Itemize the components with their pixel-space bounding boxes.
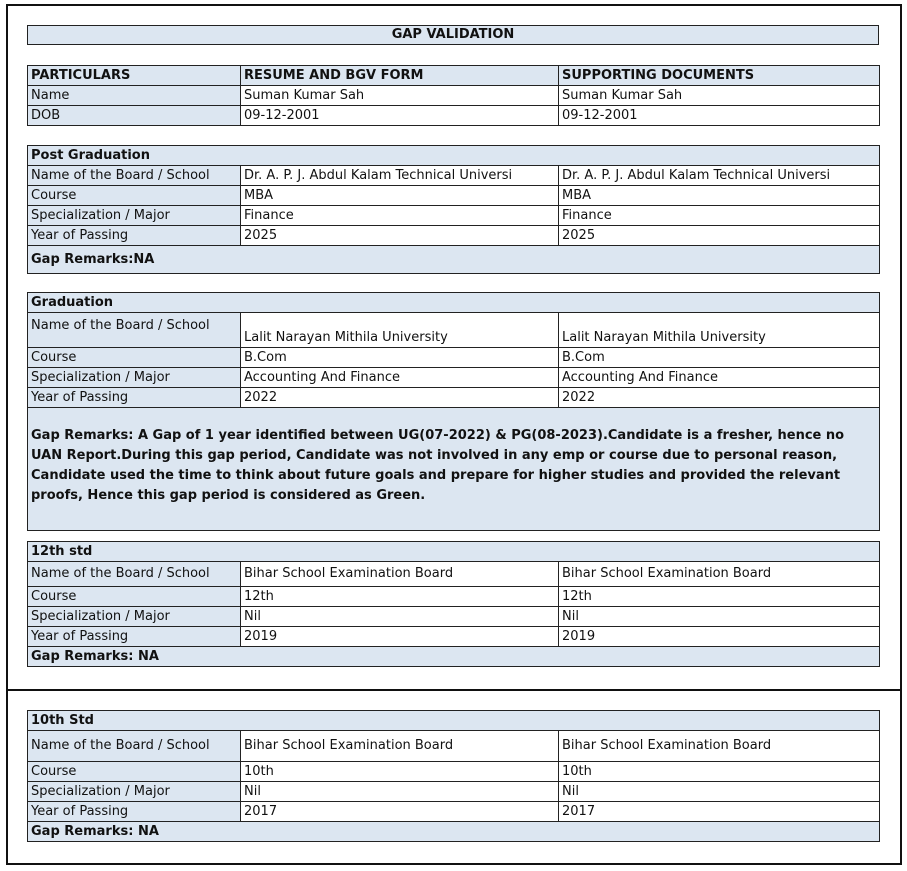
table-row bbox=[28, 762, 880, 782]
section-10th-std bbox=[27, 710, 880, 842]
table-row bbox=[28, 388, 880, 408]
table-row bbox=[28, 731, 880, 762]
table-row bbox=[28, 313, 880, 348]
section-heading: Post Graduation bbox=[28, 146, 880, 166]
table-row bbox=[28, 166, 880, 186]
row-label: Name of the Board / School bbox=[28, 166, 241, 186]
section-post-graduation bbox=[27, 145, 880, 274]
table-row bbox=[28, 627, 880, 647]
title-table bbox=[27, 25, 879, 45]
table-row bbox=[28, 86, 880, 106]
row-label: Specialization / Major bbox=[28, 607, 241, 627]
supporting-value: 2022 bbox=[559, 388, 880, 408]
supporting-value: Bihar School Examination Board bbox=[559, 731, 880, 762]
row-label: Course bbox=[28, 762, 241, 782]
row-label: Course bbox=[28, 587, 241, 607]
resume-value: Suman Kumar Sah bbox=[241, 86, 559, 106]
table-row bbox=[28, 368, 880, 388]
row-label: Year of Passing bbox=[28, 627, 241, 647]
table-row bbox=[28, 226, 880, 246]
supporting-value: MBA bbox=[559, 186, 880, 206]
header-resume: RESUME AND BGV FORM bbox=[241, 66, 559, 86]
resume-value: Finance bbox=[241, 206, 559, 226]
table-row bbox=[28, 607, 880, 627]
section-graduation bbox=[27, 292, 880, 531]
resume-value: 2019 bbox=[241, 627, 559, 647]
row-label: Year of Passing bbox=[28, 226, 241, 246]
supporting-value: Suman Kumar Sah bbox=[559, 86, 880, 106]
header-row bbox=[28, 66, 880, 86]
section-heading: 12th std bbox=[28, 542, 880, 562]
resume-value: 2025 bbox=[241, 226, 559, 246]
row-label: DOB bbox=[28, 106, 241, 126]
table-row bbox=[28, 562, 880, 587]
header-supporting: SUPPORTING DOCUMENTS bbox=[559, 66, 880, 86]
supporting-value: 2025 bbox=[559, 226, 880, 246]
resume-value: 2017 bbox=[241, 802, 559, 822]
row-label: Name bbox=[28, 86, 241, 106]
supporting-value: 2017 bbox=[559, 802, 880, 822]
resume-value: B.Com bbox=[241, 348, 559, 368]
row-label: Year of Passing bbox=[28, 802, 241, 822]
resume-value: Bihar School Examination Board bbox=[241, 562, 559, 587]
personal-table bbox=[27, 65, 880, 126]
supporting-value: 2019 bbox=[559, 627, 880, 647]
supporting-value: Nil bbox=[559, 607, 880, 627]
supporting-value: B.Com bbox=[559, 348, 880, 368]
table-row bbox=[28, 106, 880, 126]
gap-remarks: Gap Remarks: A Gap of 1 year identified between UG(07-2022) & PG(08-2023).Candidate is a fresher, hence no UAN Report.During this gap period, Candidate was not involved in any emp or course due to personal reason, Candidate used the time to think about future goals and prepare for higher studies and provided the relevant proofs, Hence this gap period is considered as Green. bbox=[28, 408, 880, 531]
table-row bbox=[28, 782, 880, 802]
row-label: Year of Passing bbox=[28, 388, 241, 408]
row-label: Name of the Board / School bbox=[28, 731, 241, 762]
row-label: Course bbox=[28, 186, 241, 206]
resume-value: Nil bbox=[241, 607, 559, 627]
row-label: Specialization / Major bbox=[28, 206, 241, 226]
resume-value: Nil bbox=[241, 782, 559, 802]
supporting-value: 10th bbox=[559, 762, 880, 782]
page-title: GAP VALIDATION bbox=[28, 26, 879, 45]
resume-value: Accounting And Finance bbox=[241, 368, 559, 388]
row-label: Course bbox=[28, 348, 241, 368]
resume-value: 10th bbox=[241, 762, 559, 782]
row-label: Specialization / Major bbox=[28, 782, 241, 802]
gap-remarks: Gap Remarks:NA bbox=[28, 246, 880, 274]
resume-value: 09-12-2001 bbox=[241, 106, 559, 126]
resume-value: Dr. A. P. J. Abdul Kalam Technical Universi bbox=[241, 166, 559, 186]
row-label: Name of the Board / School bbox=[28, 313, 241, 348]
row-label: Specialization / Major bbox=[28, 368, 241, 388]
section-heading: Graduation bbox=[28, 293, 880, 313]
table-row bbox=[28, 802, 880, 822]
supporting-value: Bihar School Examination Board bbox=[559, 562, 880, 587]
table-row bbox=[28, 348, 880, 368]
supporting-value: Accounting And Finance bbox=[559, 368, 880, 388]
supporting-value: 09-12-2001 bbox=[559, 106, 880, 126]
resume-value: MBA bbox=[241, 186, 559, 206]
gap-remarks: Gap Remarks: NA bbox=[28, 647, 880, 667]
supporting-value: Nil bbox=[559, 782, 880, 802]
resume-value: 12th bbox=[241, 587, 559, 607]
row-label: Name of the Board / School bbox=[28, 562, 241, 587]
section-heading: 10th Std bbox=[28, 711, 880, 731]
header-particulars: PARTICULARS bbox=[28, 66, 241, 86]
table-row bbox=[28, 587, 880, 607]
supporting-value: Finance bbox=[559, 206, 880, 226]
supporting-value: Dr. A. P. J. Abdul Kalam Technical Universi bbox=[559, 166, 880, 186]
supporting-value: 12th bbox=[559, 587, 880, 607]
resume-value: 2022 bbox=[241, 388, 559, 408]
resume-value: Lalit Narayan Mithila University bbox=[241, 313, 559, 348]
table-row bbox=[28, 206, 880, 226]
section-12th-std bbox=[27, 541, 880, 667]
supporting-value: Lalit Narayan Mithila University bbox=[559, 313, 880, 348]
gap-remarks: Gap Remarks: NA bbox=[28, 822, 880, 842]
resume-value: Bihar School Examination Board bbox=[241, 731, 559, 762]
table-row bbox=[28, 186, 880, 206]
